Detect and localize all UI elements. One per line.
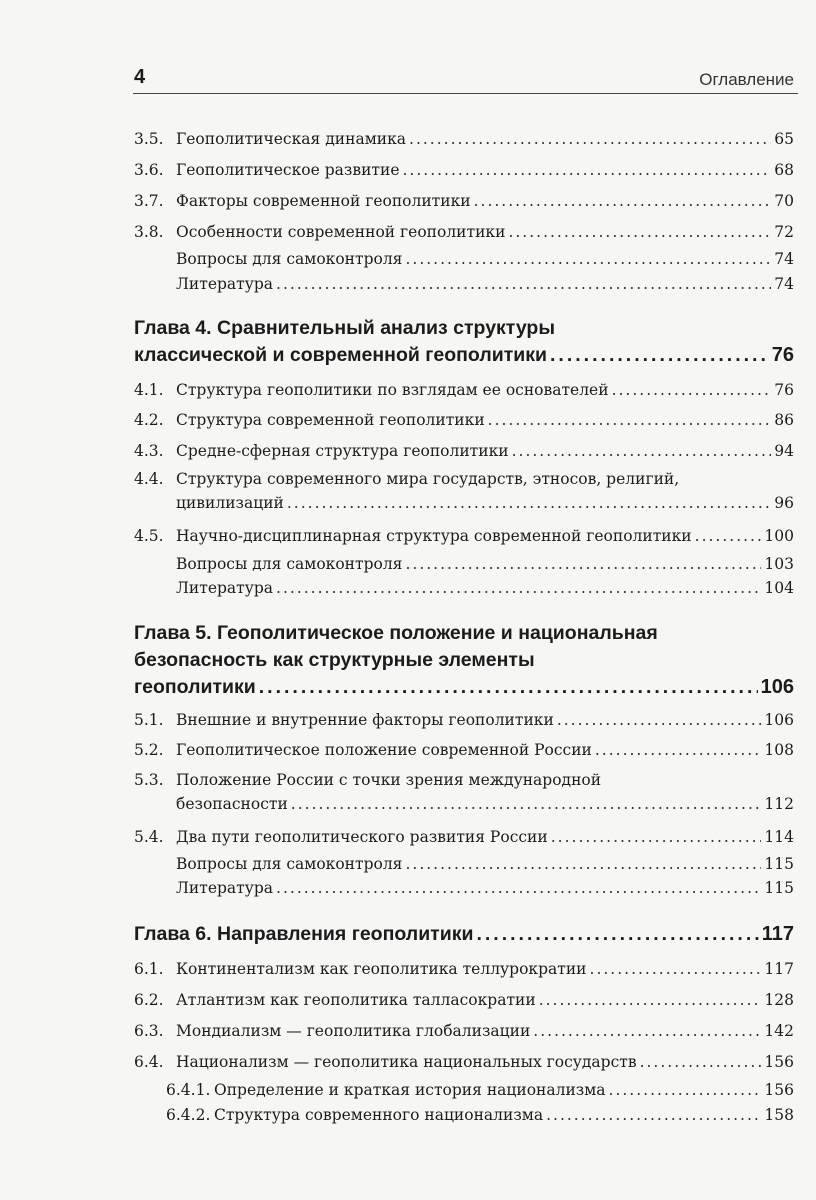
entry-page: 100 xyxy=(764,527,794,545)
chapter-heading[interactable] xyxy=(134,620,794,701)
toc-entry[interactable] xyxy=(134,552,794,576)
dot-leader xyxy=(595,738,762,762)
toc-entry[interactable] xyxy=(134,189,794,213)
toc-entry[interactable] xyxy=(134,825,794,849)
entry-title: Средне-сферная структура геополитики xyxy=(176,442,509,460)
chapter-title-line: геополитики xyxy=(134,676,256,698)
entry-title: Структура геополитики по взглядам ее основателей xyxy=(176,381,609,399)
chapter-title-line: Глава 6. Направления геополитики xyxy=(134,923,474,945)
entry-page: 94 xyxy=(774,442,794,460)
entry-number: 6.2. xyxy=(134,991,164,1009)
toc-entry[interactable] xyxy=(134,127,794,151)
toc-entry[interactable] xyxy=(134,768,794,816)
entry-number: 5.4. xyxy=(134,828,164,846)
dot-leader xyxy=(508,220,771,244)
entry-title: Вопросы для самоконтроля xyxy=(176,250,403,268)
toc-entry[interactable] xyxy=(134,1078,794,1102)
entry-number: 5.2. xyxy=(134,741,164,759)
entry-title: Атлантизм как геополитика талласократии xyxy=(176,991,536,1009)
entry-page: 72 xyxy=(774,223,794,241)
entry-number: 6.4. xyxy=(134,1053,164,1071)
entry-number: 3.5. xyxy=(134,130,164,148)
dot-leader xyxy=(640,1050,762,1074)
chapter-title-line: безопасность как структурные элементы xyxy=(134,649,535,671)
entry-page: 74 xyxy=(774,250,794,268)
toc-entry[interactable] xyxy=(134,408,794,432)
entry-page: 156 xyxy=(764,1053,794,1071)
dot-leader xyxy=(405,552,761,576)
entry-title: Геополитическая динамика xyxy=(176,130,407,148)
dot-leader xyxy=(276,876,761,900)
dot-leader xyxy=(474,189,772,213)
entry-number: 5.1. xyxy=(134,711,164,729)
dot-leader xyxy=(550,342,769,369)
toc-entry[interactable] xyxy=(134,439,794,463)
dot-leader xyxy=(403,158,772,182)
entry-title-continued: безопасности xyxy=(176,795,288,813)
entry-title: Мондиализм — геополитика глобализации xyxy=(176,1022,531,1040)
toc-entry[interactable] xyxy=(134,876,794,900)
entry-page: 115 xyxy=(764,879,794,897)
dot-leader xyxy=(609,1078,762,1102)
dot-leader xyxy=(512,439,772,463)
entry-number: 6.4.1. xyxy=(166,1081,211,1099)
entry-page: 74 xyxy=(774,275,794,293)
chapter-heading[interactable] xyxy=(134,921,794,948)
entry-number: 3.7. xyxy=(134,192,164,210)
entry-page: 112 xyxy=(764,795,794,813)
entry-number: 6.1. xyxy=(134,960,164,978)
chapter-title-line: классической и современной геополитики xyxy=(134,344,548,366)
entry-title: Структура современного мира государств, этносов, религий, xyxy=(176,470,680,488)
toc-entry[interactable] xyxy=(134,247,794,271)
dot-leader xyxy=(259,674,758,701)
chapter-title-line: Глава 4. Сравнительный анализ структуры xyxy=(134,317,555,339)
entry-number: 4.4. xyxy=(134,470,164,488)
entry-page: 65 xyxy=(774,130,794,148)
dot-leader xyxy=(287,491,771,515)
dot-leader xyxy=(276,576,761,600)
header-divider xyxy=(133,93,798,94)
dot-leader xyxy=(546,1103,761,1127)
entry-number: 5.3. xyxy=(134,771,164,789)
entry-page: 156 xyxy=(764,1081,794,1099)
entry-page: 108 xyxy=(764,741,794,759)
entry-number: 3.8. xyxy=(134,223,164,241)
toc-entry[interactable] xyxy=(134,738,794,762)
entry-title: Особенности современной геополитики xyxy=(176,223,506,241)
entry-title: Положение России с точки зрения международной xyxy=(176,771,602,789)
entry-title: Континентализм как геополитика теллурократии xyxy=(176,960,587,978)
entry-title: Два пути геополитического развития России xyxy=(176,828,548,846)
dot-leader xyxy=(488,408,772,432)
running-header: Оглавление xyxy=(699,70,794,89)
chapter-page: 117 xyxy=(761,923,794,945)
toc-entry[interactable] xyxy=(134,158,794,182)
dot-leader xyxy=(539,988,762,1012)
chapter-page: 106 xyxy=(760,676,794,698)
entry-number: 4.3. xyxy=(134,442,164,460)
entry-number: 4.5. xyxy=(134,527,164,545)
entry-page: 158 xyxy=(764,1106,794,1124)
dot-leader xyxy=(590,957,762,981)
entry-number: 6.3. xyxy=(134,1022,164,1040)
toc-entry[interactable] xyxy=(134,1050,794,1074)
entry-number: 4.1. xyxy=(134,381,164,399)
entry-title-continued: цивилизаций xyxy=(176,494,284,512)
entry-page: 114 xyxy=(764,828,794,846)
entry-title: Факторы современной геополитики xyxy=(176,192,471,210)
dot-leader xyxy=(551,825,762,849)
entry-page: 106 xyxy=(764,711,794,729)
entry-page: 104 xyxy=(764,579,794,597)
entry-title: Литература xyxy=(176,879,274,897)
entry-number: 3.6. xyxy=(134,161,164,179)
entry-title: Внешние и внутренние факторы геополитики xyxy=(176,711,554,729)
toc-entry[interactable] xyxy=(134,988,794,1012)
toc-entry[interactable] xyxy=(134,1019,794,1043)
toc-entry[interactable] xyxy=(134,576,794,600)
entry-title: Определение и краткая история национализма xyxy=(214,1081,606,1099)
toc-entry[interactable] xyxy=(134,378,794,402)
dot-leader xyxy=(533,1019,761,1043)
page-number: 4 xyxy=(134,66,146,88)
dot-leader xyxy=(276,272,771,296)
dot-leader xyxy=(405,247,771,271)
entry-title: Литература xyxy=(176,579,274,597)
toc-entry[interactable] xyxy=(134,852,794,876)
entry-page: 142 xyxy=(764,1022,794,1040)
entry-page: 68 xyxy=(774,161,794,179)
entry-title: Структура современной геополитики xyxy=(176,411,485,429)
entry-page: 70 xyxy=(774,192,794,210)
toc-entry[interactable] xyxy=(134,708,794,732)
entry-page: 103 xyxy=(764,555,794,573)
toc-entry[interactable] xyxy=(134,467,794,515)
dot-leader xyxy=(695,524,762,548)
entry-title: Геополитическое положение современной России xyxy=(176,741,592,759)
chapter-title-line: Глава 5. Геополитическое положение и национальная xyxy=(134,622,658,644)
dot-leader xyxy=(557,708,762,732)
dot-leader xyxy=(405,852,761,876)
entry-page: 117 xyxy=(764,960,794,978)
entry-page: 115 xyxy=(764,855,794,873)
entry-title: Геополитическое развитие xyxy=(176,161,400,179)
entry-title: Структура современного национализма xyxy=(214,1106,544,1124)
entry-title: Литература xyxy=(176,275,274,293)
entry-page: 96 xyxy=(774,494,794,512)
entry-title: Вопросы для самоконтроля xyxy=(176,555,403,573)
chapter-page: 76 xyxy=(771,344,794,366)
entry-number: 6.4.2. xyxy=(166,1106,211,1124)
toc-entry[interactable] xyxy=(134,272,794,296)
entry-page: 76 xyxy=(774,381,794,399)
entry-page: 86 xyxy=(774,411,794,429)
toc-entry[interactable] xyxy=(134,957,794,981)
entry-title: Вопросы для самоконтроля xyxy=(176,855,403,873)
dot-leader xyxy=(612,378,772,402)
chapter-heading[interactable] xyxy=(134,315,794,369)
entry-title: Научно-дисциплинарная структура современной геополитики xyxy=(176,527,692,545)
dot-leader xyxy=(409,127,771,151)
entry-number: 4.2. xyxy=(134,411,164,429)
toc-entry[interactable] xyxy=(134,1103,794,1127)
dot-leader xyxy=(291,792,762,816)
toc-entry[interactable] xyxy=(134,220,794,244)
dot-leader xyxy=(476,921,758,948)
entry-title: Национализм — геополитика национальных государств xyxy=(176,1053,637,1071)
toc-entry[interactable] xyxy=(134,524,794,548)
entry-page: 128 xyxy=(764,991,794,1009)
